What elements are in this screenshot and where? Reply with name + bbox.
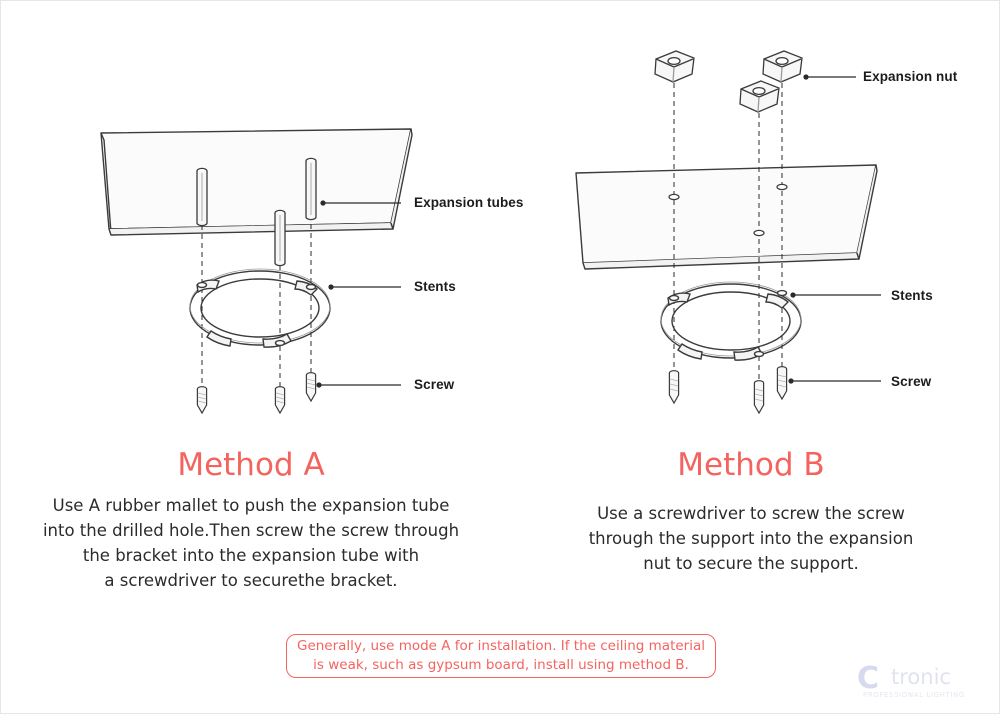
expansion-nut-b-1 [655,51,694,82]
method-a-desc-line-1: Use A rubber mallet to push the expansion tube [52,496,450,515]
method-b-title: Method B [677,447,825,483]
method-a-panel [1,1,524,714]
expansion-nut-b-3 [763,51,802,82]
method-a-desc-line-2: into the drilled hole.Then screw the screw through [42,521,460,540]
method-a-illustration [1,1,501,431]
screw-a-3 [306,373,315,401]
screw-b-2 [754,381,763,413]
watermark-letter: C [857,661,880,696]
method-b-panel [501,1,1000,714]
callout-label-stents-a: Stents [414,279,456,294]
stent-ring-b [661,282,801,360]
ceiling-panel-a [101,129,411,229]
method-a-desc-line-4: a screwdriver to securethe bracket. [104,571,398,590]
method-b-desc-line-2: through the support into the expansion [588,529,914,548]
method-b-desc-line-3: nut to secure the support. [643,554,859,573]
ceiling-panel-b [576,165,876,263]
callout-label-screw-b: Screw [891,374,932,389]
callout-label-expansion-tubes: Expansion tubes [414,195,524,210]
method-b-desc-line-1: Use a screwdriver to screw the screw [597,504,905,523]
screw-b-3 [777,367,786,399]
method-a-title: Method A [177,447,325,483]
note-line-1: Generally, use mode A for installation. If the ceiling material [296,638,705,654]
expansion-nut-b-2 [740,81,779,112]
method-a-desc-line-3: the bracket into the expansion tube with [82,546,420,565]
note-line-2: is weak, such as gypsum board, install using method B. [313,657,689,673]
screw-b-1 [669,371,678,403]
callout-label-expansion-nut: Expansion nut [863,69,958,84]
expansion-tube-a-2 [275,210,285,265]
callout-label-screw-a: Screw [414,377,455,392]
installation-note-box [286,634,716,678]
screw-a-2 [275,387,284,413]
screw-a-1 [197,387,206,413]
watermark-subtext: PROFESSIONAL LIGHTING [863,691,965,699]
expansion-tube-a-3 [306,158,316,219]
watermark-text: tronic [891,665,951,689]
callout-label-stents-b: Stents [891,288,933,303]
method-b-description [531,501,971,576]
stent-ring-a [190,269,330,347]
method-b-illustration [501,1,1000,431]
method-a-description [31,493,471,593]
expansion-tube-a-1 [197,168,207,225]
